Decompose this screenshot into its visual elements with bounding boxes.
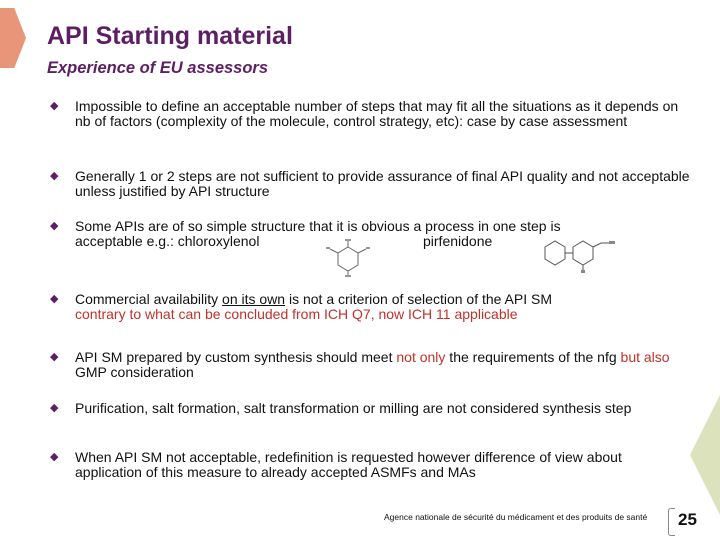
bullet-text: When API SM not acceptable, redefinition is requested however difference of view about application of this measure to already accepted ASMFs and MAs <box>75 449 622 480</box>
corner-decoration-green <box>690 395 720 515</box>
bullet-text-underlined: on its own <box>222 291 286 307</box>
bullet-text-highlight: contrary to what can be concluded from ICH Q7, now ICH 11 applicable <box>75 306 518 322</box>
page-number-bracket <box>668 508 675 536</box>
bullet-text: Commercial availability <box>75 291 223 307</box>
bullet-text: is not a criterion of selection of the API SM <box>285 291 553 307</box>
bullet-text: GMP consideration <box>75 364 194 380</box>
slide-subtitle: Experience of EU assessors <box>47 59 269 77</box>
corner-decoration <box>0 8 26 68</box>
bullet-item <box>50 169 690 199</box>
bullet-text-pirfenidone: pirfenidone <box>423 233 493 249</box>
bullet-item <box>50 350 690 380</box>
bullet-text: the requirements of the nfg <box>445 349 621 365</box>
page-number: 25 <box>678 510 697 529</box>
diamond-bullet-icon: ◆ <box>50 451 59 463</box>
bullet-text-highlight: not only <box>396 349 446 365</box>
bullet-text: API SM prepared by custom synthesis should meet <box>75 349 397 365</box>
diamond-bullet-icon: ◆ <box>50 402 59 414</box>
pirfenidone-structure-image <box>537 235 617 275</box>
bullet-text: Impossible to define an acceptable number of steps that may fit all the situations as it depends on nb of factors (complexity of the molecule, control strategy, etc): case by case assessment <box>75 98 679 129</box>
diamond-bullet-icon: ◆ <box>50 293 59 305</box>
diamond-bullet-icon: ◆ <box>50 100 59 112</box>
bullet-text-highlight: but also <box>620 349 670 365</box>
bullet-text-block <box>75 350 690 380</box>
bullet-item <box>50 99 690 129</box>
bullet-text: Generally 1 or 2 steps are not sufficient to provide assurance of final API quality and not acceptable unless justified by API structure <box>75 168 690 199</box>
diamond-bullet-icon: ◆ <box>50 220 59 232</box>
slide-title: API Starting material <box>47 22 293 50</box>
chloroxylenol-structure-image <box>322 239 374 277</box>
bullet-item <box>50 292 690 322</box>
footer-agency-name: Agence nationale de sécurité du médicament et des produits de santé <box>384 512 648 522</box>
diamond-bullet-icon: ◆ <box>50 351 59 363</box>
bullet-text-chloroxylenol: acceptable e.g.: chloroxylenol <box>75 233 260 249</box>
bullet-text: Purification, salt formation, salt transformation or milling are not considered synthesis step <box>75 400 632 416</box>
diamond-bullet-icon: ◆ <box>50 170 59 182</box>
bullet-text-line1: Some APIs are of so simple structure that it is obvious a process in one step is <box>75 218 561 234</box>
bullet-text-block <box>75 292 690 322</box>
bullet-item <box>50 450 690 480</box>
bullet-item <box>50 401 690 416</box>
